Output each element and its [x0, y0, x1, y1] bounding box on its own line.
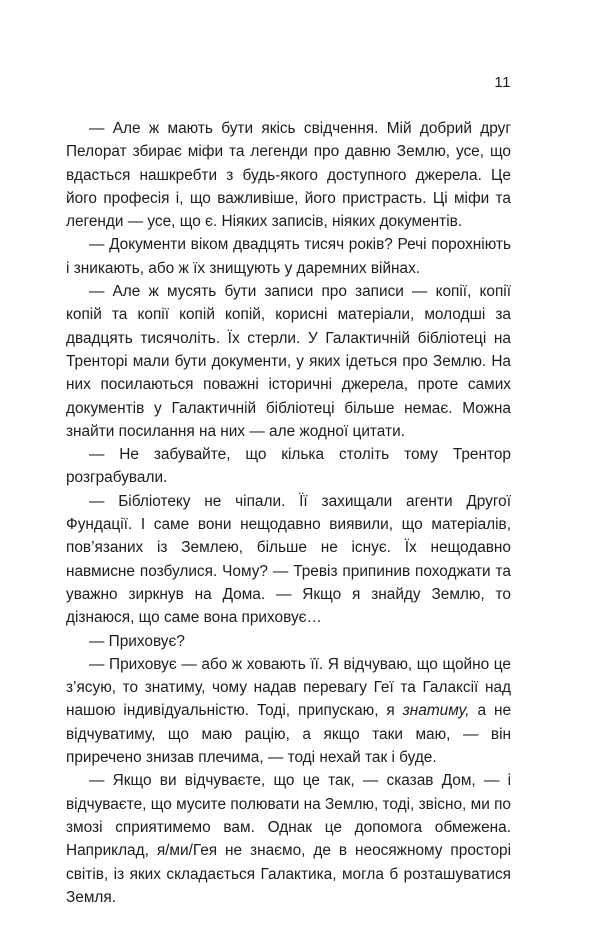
- body-text: [66, 117, 511, 909]
- paragraph: [66, 233, 511, 280]
- paragraph-text: а не відчуватиму, що маю рацію, а якщо таки маю, — він приречено знизав плечима, — тоді нехай так і буде.: [66, 702, 511, 767]
- paragraph: [66, 490, 511, 630]
- paragraph-text: — Документи віком двадцять тисяч років? Речі порохніють і зникають, або ж їх знищують у даремних війнах.: [66, 236, 511, 277]
- paragraph: [66, 443, 511, 490]
- paragraph: [66, 117, 511, 233]
- paragraph-text: — Якщо ви відчуваєте, що це так, — сказав Дом, — і відчуваєте, що мусите полювати на Землю, тоді, звісно, ми по змозі сприятимемо вам. Однак це допомога обмежена. Наприклад, я/ми/Гея не знаємо, де в неосяжному просторі світів, із яких складається Галактика, могла б розташуватися Земля.: [66, 772, 511, 906]
- paragraph-text: — Бібліотеку не чіпали. Її захищали агенти Другої Фундації. І саме вони нещодавно виявили, що матеріалів, пов’язаних із Землею, більше не існує. Їх нещодавно навмисне позбулися. Чому? — Тревіз припинив походжати та уважно зиркнув на Дома. — Якщо я знайду Землю, то дізнаюся, що саме вона приховує…: [66, 492, 511, 627]
- paragraph-text: — Не забувайте, що кілька століть тому Трентор розграбували.: [66, 446, 511, 487]
- emphasis-text: знатиму,: [402, 702, 470, 720]
- paragraph: [66, 280, 511, 443]
- paragraph: [66, 630, 511, 653]
- paragraph: [66, 769, 511, 909]
- paragraph-text: — Але ж мають бути якісь свідчення. Мій добрий друг Пелорат збирає міфи та легенди про давню Землю, усе, що вдасться нашкребти з будь-якого доступного джерела. Це його професія і, що важливіше, його пристрасть. Ці міфи та легенди — усе, що є. Ніяких записів, ніяких документів.: [66, 120, 511, 231]
- paragraph-text: — Але ж мусять бути записи про записи — копії, копії копій та копії копій копій, корисні матеріали, молодші за двадцять тисячоліть. Їх стерли. У Галактичній бібліотеці на Тренторі мали бути документи, у яких ідеться про Землю. На них посилаються поважні історичні джерела, проте самих документів у Галактичній бібліотеці більше немає. Можна знайти посилання на них — але жодної цитати.: [66, 283, 511, 440]
- paragraph: [66, 653, 511, 769]
- paragraph-text: — Приховує?: [89, 632, 185, 650]
- page-number: 11: [494, 74, 511, 91]
- paragraph-text: — Приховує — або ж ховають її. Я відчуваю, що щойно це з’ясую, то знатиму, чому надав перевагу Геї та Галаксії над нашою індивідуальністю. Тоді, припускаю, я: [66, 655, 511, 720]
